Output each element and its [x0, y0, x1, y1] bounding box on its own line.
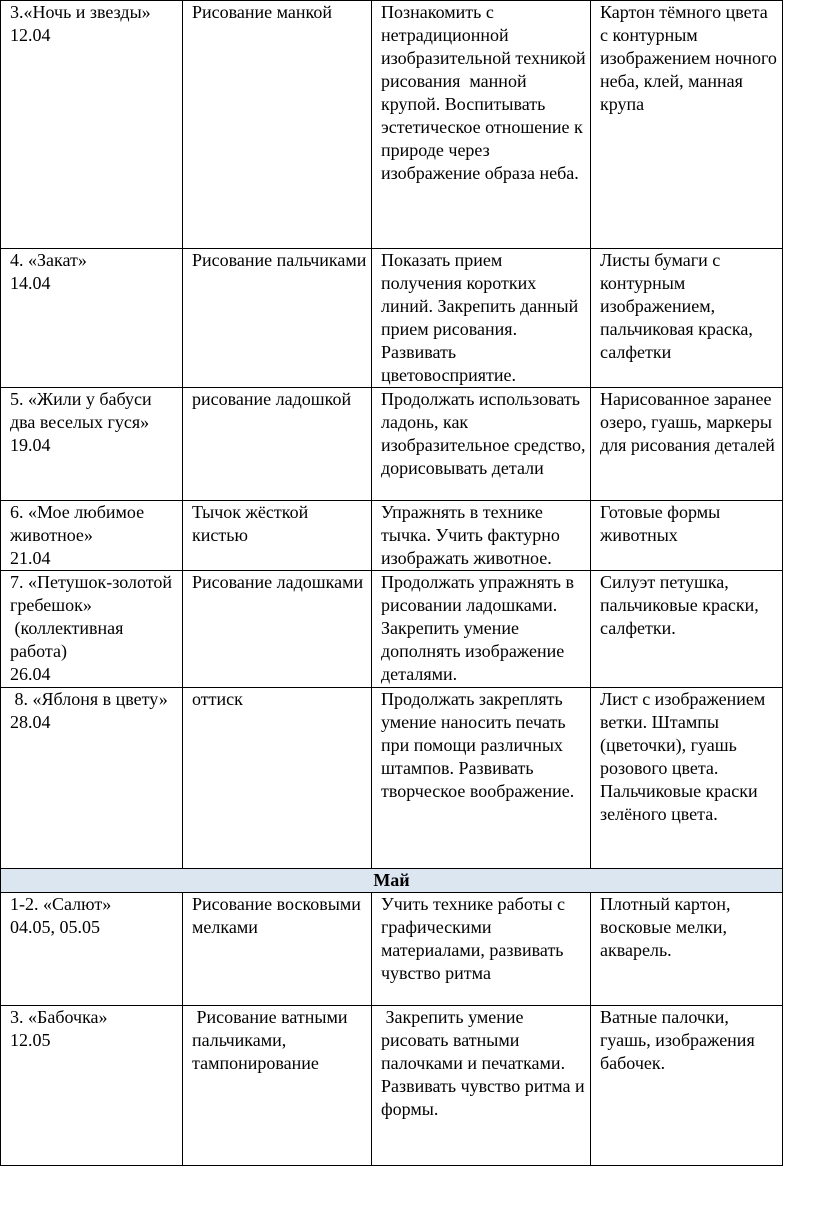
table-row — [1, 1006, 783, 1166]
lesson-materials-cell: Листы бумаги с контурным изображением, пальчиковая краска, салфетки — [591, 249, 783, 388]
lesson-goal-cell: Показать прием получения коротких линий. Закрепить данный прием рисования. Развивать цветовосприятие. — [372, 249, 591, 388]
lesson-materials-cell: Готовые формы животных — [591, 501, 783, 571]
lesson-materials-cell: Лист с изображением ветки. Штампы (цветочки), гуашь розового цвета. Пальчиковые краски зелёного цвета. — [591, 688, 783, 869]
lesson-goal-cell: Закрепить умение рисовать ватными палочками и печатками. Развивать чувство ритма и формы. — [372, 1006, 591, 1166]
lesson-technique-cell: оттиск — [183, 688, 372, 869]
lesson-technique-cell: Рисование пальчиками — [183, 249, 372, 388]
table-row — [1, 501, 783, 571]
lesson-technique-cell: Рисование ватными пальчиками, тампонирование — [183, 1006, 372, 1166]
lesson-technique-cell: рисование ладошкой — [183, 388, 372, 501]
lesson-title-date-cell: 8. «Яблоня в цвету» 28.04 — [1, 688, 183, 869]
lesson-title-date-cell: 7. «Петушок-золотой гребешок» (коллективная работа) 26.04 — [1, 571, 183, 688]
lesson-goal-cell: Познакомить с нетрадиционной изобразительной техникой рисования манной крупой. Воспитывать эстетическое отношение к природе через изображение образа неба. — [372, 1, 591, 249]
lesson-materials-cell: Ватные палочки, гуашь, изображения бабочек. — [591, 1006, 783, 1166]
lesson-title-date-cell: 3. «Бабочка» 12.05 — [1, 1006, 183, 1166]
lesson-materials-cell: Картон тёмного цвета с контурным изображением ночного неба, клей, манная крупа — [591, 1, 783, 249]
table-row — [1, 688, 783, 869]
table-row — [1, 388, 783, 501]
lesson-technique-cell: Тычок жёсткой кистью — [183, 501, 372, 571]
month-header: Май — [1, 869, 783, 893]
lesson-title-date-cell: 5. «Жили у бабуси два веселых гуся» 19.04 — [1, 388, 183, 501]
table-row — [1, 893, 783, 1006]
lesson-goal-cell: Продолжать упражнять в рисовании ладошками. Закрепить умение дополнять изображение деталями. — [372, 571, 591, 688]
month-header-row — [1, 869, 783, 893]
lesson-technique-cell: Рисование манкой — [183, 1, 372, 249]
table-row — [1, 1, 783, 249]
lesson-goal-cell: Продолжать использовать ладонь, как изобразительное средство, дорисовывать детали — [372, 388, 591, 501]
lesson-goal-cell: Упражнять в технике тычка. Учить фактурно изображать животное. — [372, 501, 591, 571]
lesson-materials-cell: Плотный картон, восковые мелки, акварель. — [591, 893, 783, 1006]
lesson-title-date-cell: 1-2. «Салют» 04.05, 05.05 — [1, 893, 183, 1006]
lesson-technique-cell: Рисование ладошками — [183, 571, 372, 688]
lesson-title-date-cell: 4. «Закат» 14.04 — [1, 249, 183, 388]
lesson-technique-cell: Рисование восковыми мелками — [183, 893, 372, 1006]
lesson-title-date-cell: 3.«Ночь и звезды» 12.04 — [1, 1, 183, 249]
table-row — [1, 571, 783, 688]
lesson-materials-cell: Нарисованное заранее озеро, гуашь, маркеры для рисования деталей — [591, 388, 783, 501]
lesson-title-date-cell: 6. «Мое любимое животное» 21.04 — [1, 501, 183, 571]
table-row — [1, 249, 783, 388]
lesson-goal-cell: Продолжать закреплять умение наносить печать при помощи различных штампов. Развивать творческое воображение. — [372, 688, 591, 869]
lesson-materials-cell: Силуэт петушка, пальчиковые краски, салфетки. — [591, 571, 783, 688]
lesson-goal-cell: Учить технике работы с графическими материалами, развивать чувство ритма — [372, 893, 591, 1006]
